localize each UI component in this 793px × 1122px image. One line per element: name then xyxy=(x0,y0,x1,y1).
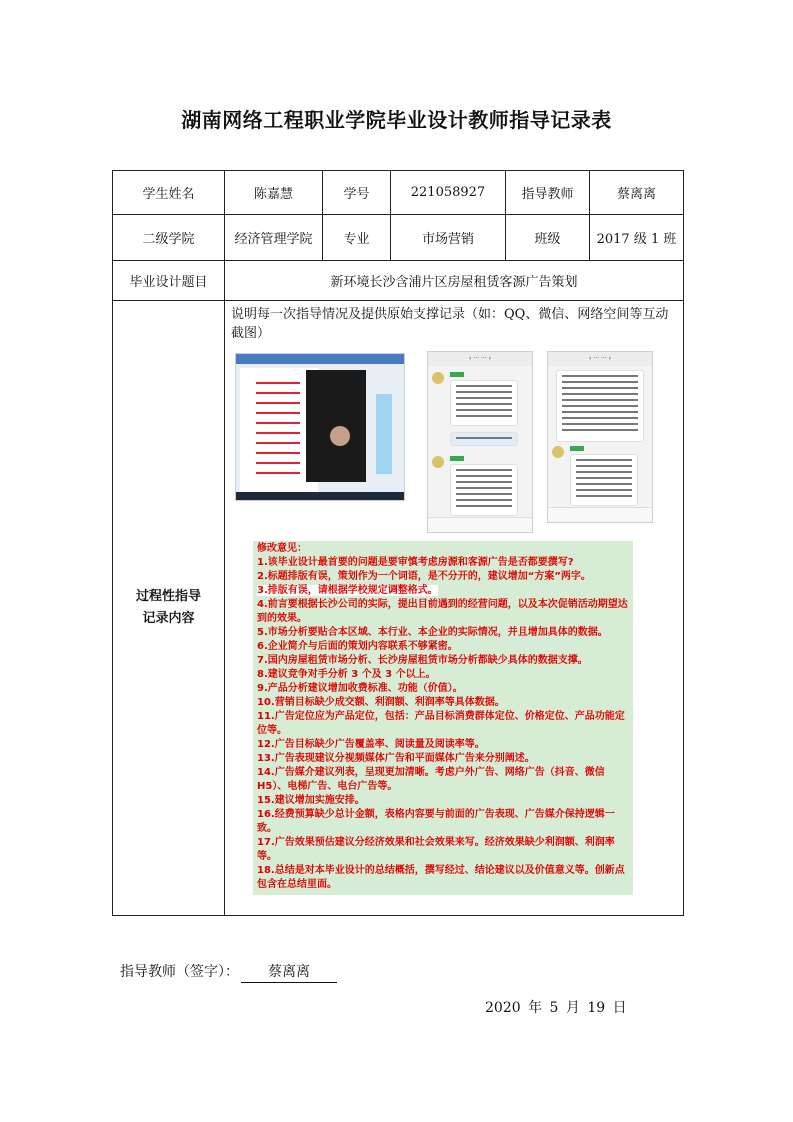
major-value: 市场营销 xyxy=(391,215,506,261)
review-line: 14.广告媒介建议列表，呈现更加清晰。考虑户外广告、网络广告（抖音、微信 H5）、电梯广告、电台广告等。 xyxy=(257,767,605,792)
chat-input-bar xyxy=(428,517,532,532)
avatar-icon xyxy=(552,446,564,458)
review-line: 13.广告表现建议分视频媒体广告和平面媒体广告来分别阐述。 xyxy=(257,753,535,764)
review-line: 17.广告效果预估建议分经济效果和社会效果来写。经济效果缺少利润额、利润率等。 xyxy=(257,837,615,862)
chat-bubble xyxy=(450,380,518,426)
chat-header: ‹ ··· ··· › xyxy=(548,352,652,366)
student-name-label: 学生姓名 xyxy=(113,171,225,215)
review-line: 15.建议增加实施安排。 xyxy=(257,795,365,806)
role-tag xyxy=(450,456,464,461)
signature-label: 指导教师（签字）： xyxy=(120,964,239,980)
class-label: 班级 xyxy=(506,215,590,261)
taskbar xyxy=(236,492,404,500)
review-line: 16.经费预算缺少总计金额，表格内容要与前面的广告表现、广告媒介保持逻辑一致。 xyxy=(257,809,615,834)
table-row xyxy=(113,171,684,215)
chat-header: ‹ ··· ··· › xyxy=(428,352,532,366)
teacher-value: 蔡离离 xyxy=(590,171,684,215)
table-row xyxy=(113,301,684,916)
chat-screenshot-1 xyxy=(427,351,533,533)
chat-bubble xyxy=(556,370,644,442)
review-line: 1.该毕业设计最首要的问题是要审慎考虑房源和客源广告是否都要撰写? xyxy=(257,557,574,568)
review-line: 7.国内房屋租赁市场分析、长沙房屋租赁市场分析都缺少具体的数据支撑。 xyxy=(257,655,588,666)
review-line: 5.市场分析要贴合本区域、本行业、本企业的实际情况，并且增加具体的数据。 xyxy=(257,627,608,638)
college-label: 二级学院 xyxy=(113,215,225,261)
table-row xyxy=(113,215,684,261)
college-value: 经济管理学院 xyxy=(225,215,323,261)
record-date: 2020 年 5 月 19 日 xyxy=(485,1000,627,1016)
avatar-icon xyxy=(432,456,444,468)
review-line: 10.营销目标缺少成交额、利润额、利润率等具体数据。 xyxy=(257,697,505,708)
signature-name: 蔡离离 xyxy=(241,961,337,983)
student-id-label: 学号 xyxy=(323,171,391,215)
review-line: 2.标题排版有误，策划作为一个词语，是不分开的，建议增加“方案”两字。 xyxy=(257,571,591,582)
instructions-text: 说明每一次指导情况及提供原始支撑记录（如：QQ、微信、网络空间等互动截图） xyxy=(231,307,669,341)
table-row xyxy=(113,261,684,301)
review-line: 6.企业简介与后面的策划内容联系不够紧密。 xyxy=(257,641,458,652)
process-label-line-2: 记录内容 xyxy=(142,611,195,626)
teacher-signature xyxy=(120,961,337,983)
review-line xyxy=(257,584,629,598)
chat-bubble xyxy=(570,454,638,506)
student-id-value: 221058927 xyxy=(391,171,506,215)
major-label: 专业 xyxy=(323,215,391,261)
file-card xyxy=(450,432,518,446)
process-label-line-1: 过程性指导 xyxy=(135,589,201,604)
review-line: 18.总结是对本毕业设计的总结概括，撰写经过、结论建议以及价值意义等。创新点包含在总结里面。 xyxy=(257,865,625,890)
person-icon xyxy=(330,426,350,446)
class-value: 2017 级 1 班 xyxy=(590,215,684,261)
review-line: 9.产品分析建议增加收费标准、功能（价值）。 xyxy=(257,683,463,694)
chat-bubble xyxy=(450,464,518,516)
role-tag xyxy=(450,372,464,377)
window-titlebar xyxy=(236,354,404,364)
process-record-label xyxy=(113,301,225,916)
review-line: 11.广告定位应为产品定位，包括：产品目标消费群体定位、价格定位、产品功能定位等。 xyxy=(257,711,625,736)
highlighted-text: 3.排版有误，请根据学校规定调整格式。 xyxy=(257,585,438,596)
topic-label: 毕业设计题目 xyxy=(113,261,225,301)
review-line: 8.建议竞争对手分析 3 个及 3 个以上。 xyxy=(257,669,436,680)
teacher-label: 指导教师 xyxy=(506,171,590,215)
guidance-record-table xyxy=(112,170,684,916)
chat-side-panel xyxy=(376,394,392,474)
chat-screenshot-2 xyxy=(547,351,653,523)
review-line: 12.广告目标缺少广告覆盖率、阅读量及阅读率等。 xyxy=(257,739,485,750)
role-tag xyxy=(570,446,584,451)
review-line: 4.前言要根据长沙公司的实际，提出目前遇到的经营问题，以及本次促销活动期望达到的效果。 xyxy=(257,599,628,624)
student-name-value: 陈嘉慧 xyxy=(225,171,323,215)
process-record-content xyxy=(225,301,684,916)
document-title: 湖南网络工程职业学院毕业设计教师指导记录表 xyxy=(181,108,612,132)
screenshot-strip xyxy=(231,351,677,541)
review-line: 修改意见： xyxy=(257,543,307,554)
video-call-screenshot xyxy=(235,353,405,501)
revision-comments-box xyxy=(253,541,633,895)
chat-input-bar xyxy=(548,507,652,522)
topic-value: 新环境长沙含浦片区房屋租赁客源广告策划 xyxy=(225,261,684,301)
avatar-icon xyxy=(432,372,444,384)
